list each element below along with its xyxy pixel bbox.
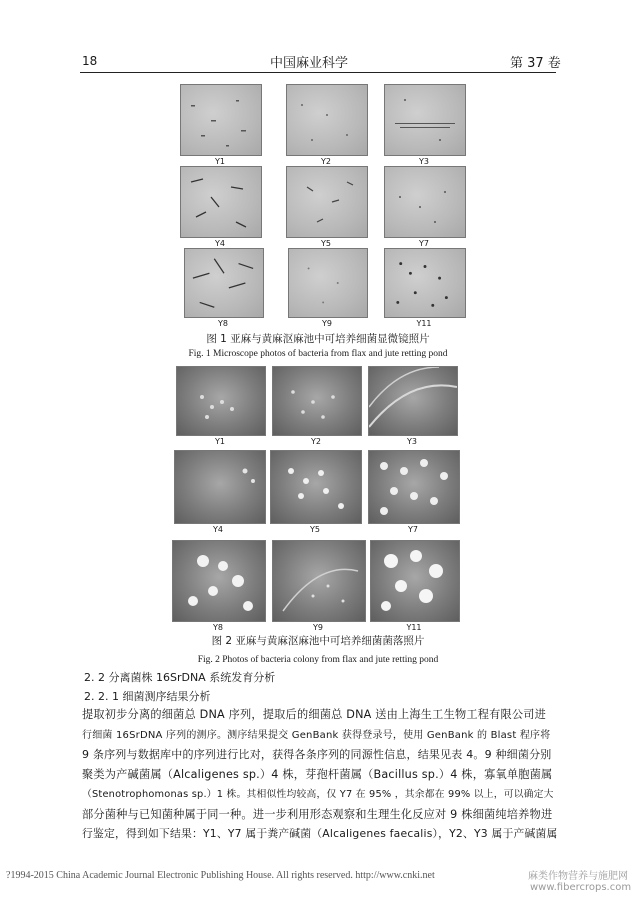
body-line-1: 提取初步分离的细菌总 DNA 序列，提取后的细菌总 DNA 送由上海生工生物工程有限公司进: [82, 708, 547, 721]
body-line-5: （Stenotrophomonas sp.）1 株。其相似性均较高，仅 Y7 在 95% ，其余都在 99% 以上，可以确定大: [82, 789, 554, 800]
page-number: 18: [82, 54, 98, 68]
figure1-panel-y2: [286, 84, 368, 156]
figure2-label-y8: Y8: [213, 623, 223, 632]
figure1-label-y7: Y7: [419, 239, 429, 248]
figure2-label-y5: Y5: [310, 525, 320, 534]
figure2-caption-en: Fig. 2 Photos of bacteria colony from flax and jute retting pond: [197, 655, 439, 665]
figure1-caption-en: Fig. 1 Microscope photos of bacteria from flax and jute retting pond: [188, 349, 448, 359]
body-line-3: 9 条序列与数据库中的序列进行比对，获得各条序列的同源性信息，结果见表 4。9 种细菌分别: [82, 748, 552, 761]
figure1-panel-y9: [288, 248, 368, 318]
figure1-panel-y8: [184, 248, 264, 318]
figure2-panel-y5: [270, 450, 362, 524]
volume-label: 第 37 卷: [510, 56, 561, 71]
figure1-panel-y4: [180, 166, 262, 238]
figure1-panel-y5: [286, 166, 368, 238]
figure2-panel-y4: [174, 450, 266, 524]
figure2-panel-y11: [370, 540, 460, 622]
figure1-label-y11: Y11: [416, 319, 432, 328]
watermark-line-1: 麻类作物营养与施肥网: [528, 871, 628, 882]
journal-title: 中国麻业科学: [270, 56, 349, 71]
figure1-panel-y1: [180, 84, 262, 156]
figure2-label-y3: Y3: [407, 437, 417, 446]
figure2-label-y7: Y7: [408, 525, 418, 534]
figure2-panel-y8: [172, 540, 266, 622]
figure2-caption-cn: 图 2 亚麻与黄麻沤麻池中可培养细菌菌落照片: [211, 635, 425, 647]
figure1-panel-y11: [384, 248, 466, 318]
figure1-panel-y3: [384, 84, 466, 156]
body-line-4: 聚类为产碱菌属（Alcaligenes sp.）4 株，芽孢杆菌属（Bacillus sp.）4 株，寡氧单胞菌属: [82, 768, 553, 781]
figure1-label-y9: Y9: [322, 319, 332, 328]
figure2-panel-y9: [272, 540, 366, 622]
figure1-label-y5: Y5: [321, 239, 331, 248]
figure2-label-y11: Y11: [406, 623, 422, 632]
figure1-label-y4: Y4: [215, 239, 225, 248]
body-line-6: 部分菌种与已知菌种属于同一种。进一步利用形态观察和生理生化反应对 9 株细菌纯培养物进: [82, 808, 553, 821]
figure2-panel-y2: [272, 366, 362, 436]
figure1-panel-y7: [384, 166, 466, 238]
figure2-panel-y1: [176, 366, 266, 436]
section-2-2-1-heading: 2. 2. 1 细菌测序结果分析: [84, 690, 211, 703]
figure2-panel-y7: [368, 450, 460, 524]
header-rule: [80, 72, 556, 73]
figure2-label-y2: Y2: [311, 437, 321, 446]
figure2-label-y4: Y4: [213, 525, 223, 534]
figure1-caption-cn: 图 1 亚麻与黄麻沤麻池中可培养细菌显微镜照片: [206, 333, 430, 345]
copyright-footer: ?1994-2015 China Academic Journal Electronic Publishing House. All rights reserved. http://www.cnki.net: [6, 870, 435, 881]
figure2-label-y1: Y1: [215, 437, 225, 446]
figure1-label-y1: Y1: [215, 157, 225, 166]
figure1-label-y3: Y3: [419, 157, 429, 166]
figure2-panel-y3: [368, 366, 458, 436]
figure1-label-y8: Y8: [218, 319, 228, 328]
watermark-line-2: www.fibercrops.com: [530, 882, 632, 893]
figure2-label-y9: Y9: [313, 623, 323, 632]
body-line-2: 行细菌 16SrDNA 序列的测序。测序结果提交 GenBank 获得登录号，使用 GenBank 的 Blast 程序将: [82, 730, 551, 741]
figure1-label-y2: Y2: [321, 157, 331, 166]
body-line-7: 行鉴定，得到如下结果：Y1、Y7 属于粪产碱菌（Alcaligenes faecalis），Y2、Y3 属于产碱菌属: [82, 827, 558, 840]
section-2-2-heading: 2. 2 分离菌株 16SrDNA 系统发育分析: [84, 671, 276, 684]
